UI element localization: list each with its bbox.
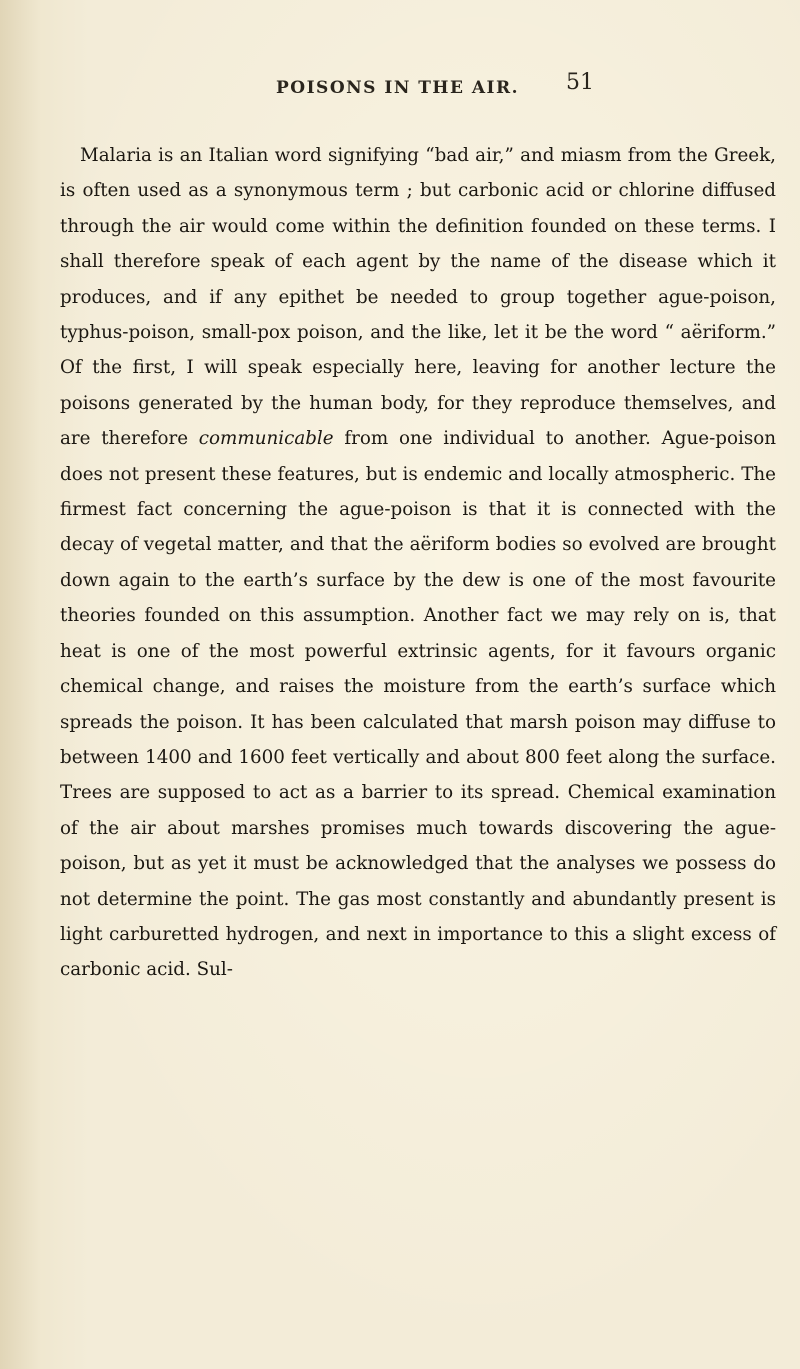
- page-number: 51: [566, 70, 594, 95]
- emphasized-word: communicable: [198, 428, 334, 450]
- running-head: POISONS IN THE AIR.: [276, 78, 520, 98]
- paragraph-text-part1: Malaria is an Italian word signifying “bad air,” and miasm from the Greek, is often used as a synonymous term ; but carbonic acid or chlorine diffused through the air would come within the definition founded on these terms. I shall therefore speak of each agent by the name of the disease which it produces, and if any epithet be needed to group together ague-poison, typhus-poison, small-pox poison, and the like, let it be the word “ aëriform.” Of the first, I will speak especially here, leaving for another lecture the poisons generated by the human body, for they reproduce themselves, and are therefore: [60, 145, 776, 450]
- body-paragraph: [60, 138, 776, 988]
- paragraph-text-part2: from one individual to another. Ague-poison does not present these features, but is endemic and locally atmospheric. The firmest fact concerning the ague-poison is that it is connected with the decay of vegetal matter, and that the aëriform bodies so evolved are brought down again to the earth’s surface by the dew is one of the most favourite theories founded on this assumption. Another fact we may rely on is, that heat is one of the most powerful extrinsic agents, for it favours organic chemical change, and raises the moisture from the earth’s surface which spreads the poison. It has been calculated that marsh poison may diffuse to between 1400 and 1600 feet vertically and about 800 feet along the surface. Trees are supposed to act as a barrier to its spread. Chemical examination of the air about marshes promises much towards discovering the ague-poison, but as yet it must be acknowledged that the analyses we possess do not determine the point. The gas most constantly and abundantly present is light carburetted hydrogen, and next in importance to this a slight excess of carbonic acid. Sul-: [60, 428, 776, 981]
